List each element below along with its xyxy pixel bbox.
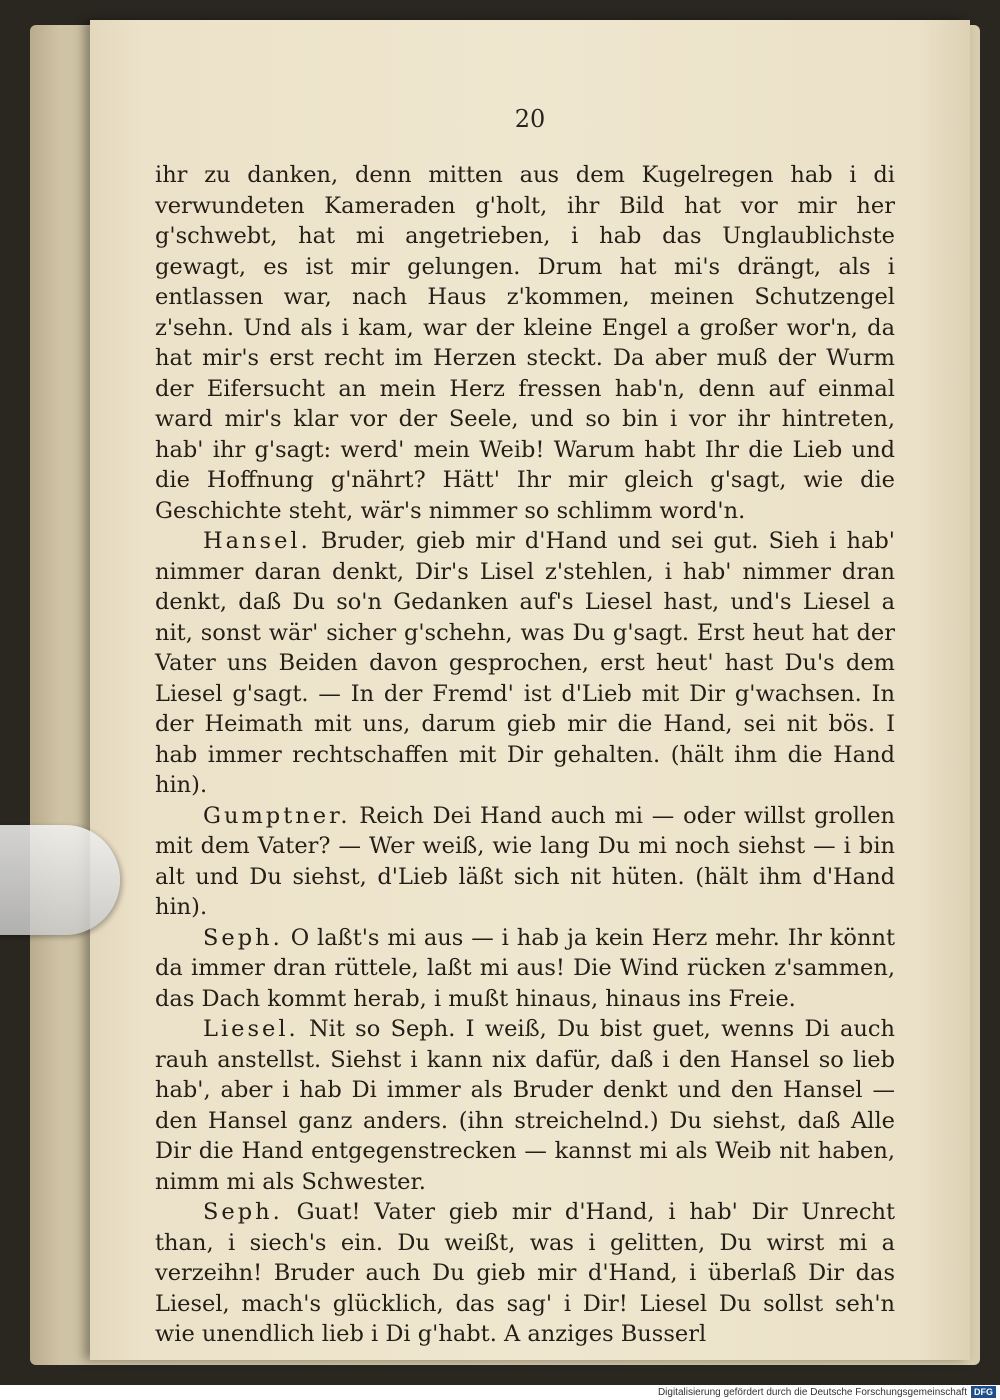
speaker-name: Seph. xyxy=(203,1199,283,1225)
speaker-name: Seph. xyxy=(203,924,283,951)
speaker-name: Liesel. xyxy=(203,1016,299,1042)
speaker-name: Gumptner. xyxy=(203,802,351,829)
paragraph-text: ihr zu danken, denn mitten aus dem Kugelregen hab i di verwundeten Kameraden g'holt, ihr Bild hat vor mir her g'schwebt, hat mi angetrieben, i hab das Unglaublichste gewagt, es ist mir gelungen. Drum hat mi's drängt, als i entlassen war, nach Haus z'kommen, meinen Schutzengel z'sehn. Und als i kam, war der kleine Engel a großer wor'n, da hat mir's erst recht im Herzen steckt. Da aber muß der Wurm der Eifersucht an mein Herz fressen hab'n, denn auf einmal ward mir's klar vor der Seele, und so bin i vor ihr hintreten, hab' ihr g'sagt: werd' mein Weib! Warum habt Ihr die Lieb und die Hoffnung g'nährt? Hätt' Ihr mir gleich g'sagt, wie die Geschichte steht, wär's nimmer so schlimm word'n. xyxy=(155,162,895,524)
paragraph-text: Reich Dei Hand auch mi — oder willst grollen mit dem Vater? — Wer weiß, wie lang Du mi noch siehst — i bin alt und Du siehst, d'Lieb läßt sich nit hüten. (hält ihm d'Hand hin). xyxy=(155,802,895,920)
page-clip xyxy=(0,825,120,935)
paragraph xyxy=(155,801,895,923)
page-number: 20 xyxy=(514,105,546,133)
paragraph xyxy=(155,526,895,801)
paragraph xyxy=(155,1197,895,1350)
footer-bar xyxy=(0,1385,1000,1400)
footer-credit: Digitalisierung gefördert durch die Deutsche Forschungsgemeinschaft xyxy=(657,1387,967,1398)
paragraph xyxy=(155,923,895,1015)
paragraph-text: Bruder, gieb mir d'Hand und sei gut. Sieh i hab' nimmer daran denkt, Dir's Lisel z'stehlen, i hab' nimmer dran denkt, daß Du so'n Gedanken auf's Liesel hast, und's Liesel a nit, sonst wär' sicher g'schehn, was Du g'sagt. Erst heut hat der Vater uns Beiden davon gesprochen, erst heut' hast Du's dem Liesel g'sagt. — In der Fremd' ist d'Lieb mit Dir g'wachsen. In der Heimath mit uns, darum gieb mir die Hand, sei nit bös. I hab immer rechtschaffen mit Dir gehalten. (hält ihm die Hand hin). xyxy=(155,528,895,798)
page-text xyxy=(155,160,895,1350)
paragraph-text: O laßt's mi aus — i hab ja kein Herz mehr. Ihr könnt da immer dran rüttele, laßt mi aus! Die Wind rücken z'sammen, das Dach kommt herab, i mußt hinaus, hinaus ins Freie. xyxy=(155,924,895,1012)
paragraph-text: Nit so Seph. I weiß, Du bist guet, wenns Di auch rauh anstellst. Siehst i kann nix dafür, daß i den Hansel so lieb hab', aber i hab Di immer als Bruder denkt und den Hansel — den Hansel ganz anders. (ihn streichelnd.) Du siehst, daß Alle Dir die Hand entgegenstrecken — kannst mi als Weib nit haben, nimm mi als Schwester. xyxy=(155,1016,895,1195)
paragraph-text: Guat! Vater gieb mir d'Hand, i hab' Dir Unrecht than, i siech's ein. Du weißt, was i gelitten, Du wirst mi a verzeihn! Bruder auch Du gieb mir d'Hand, i überlaß Dir das Liesel, mach's glücklich, das sag' i Dir! Liesel Du sollst seh'n wie unendlich lieb i Di g'habt. A anziges Busserl xyxy=(155,1199,895,1347)
dfg-logo: DFG xyxy=(971,1386,996,1398)
speaker-name: Hansel. xyxy=(203,528,311,554)
book-page xyxy=(90,20,970,1360)
paragraph xyxy=(155,160,895,526)
paragraph xyxy=(155,1014,895,1197)
